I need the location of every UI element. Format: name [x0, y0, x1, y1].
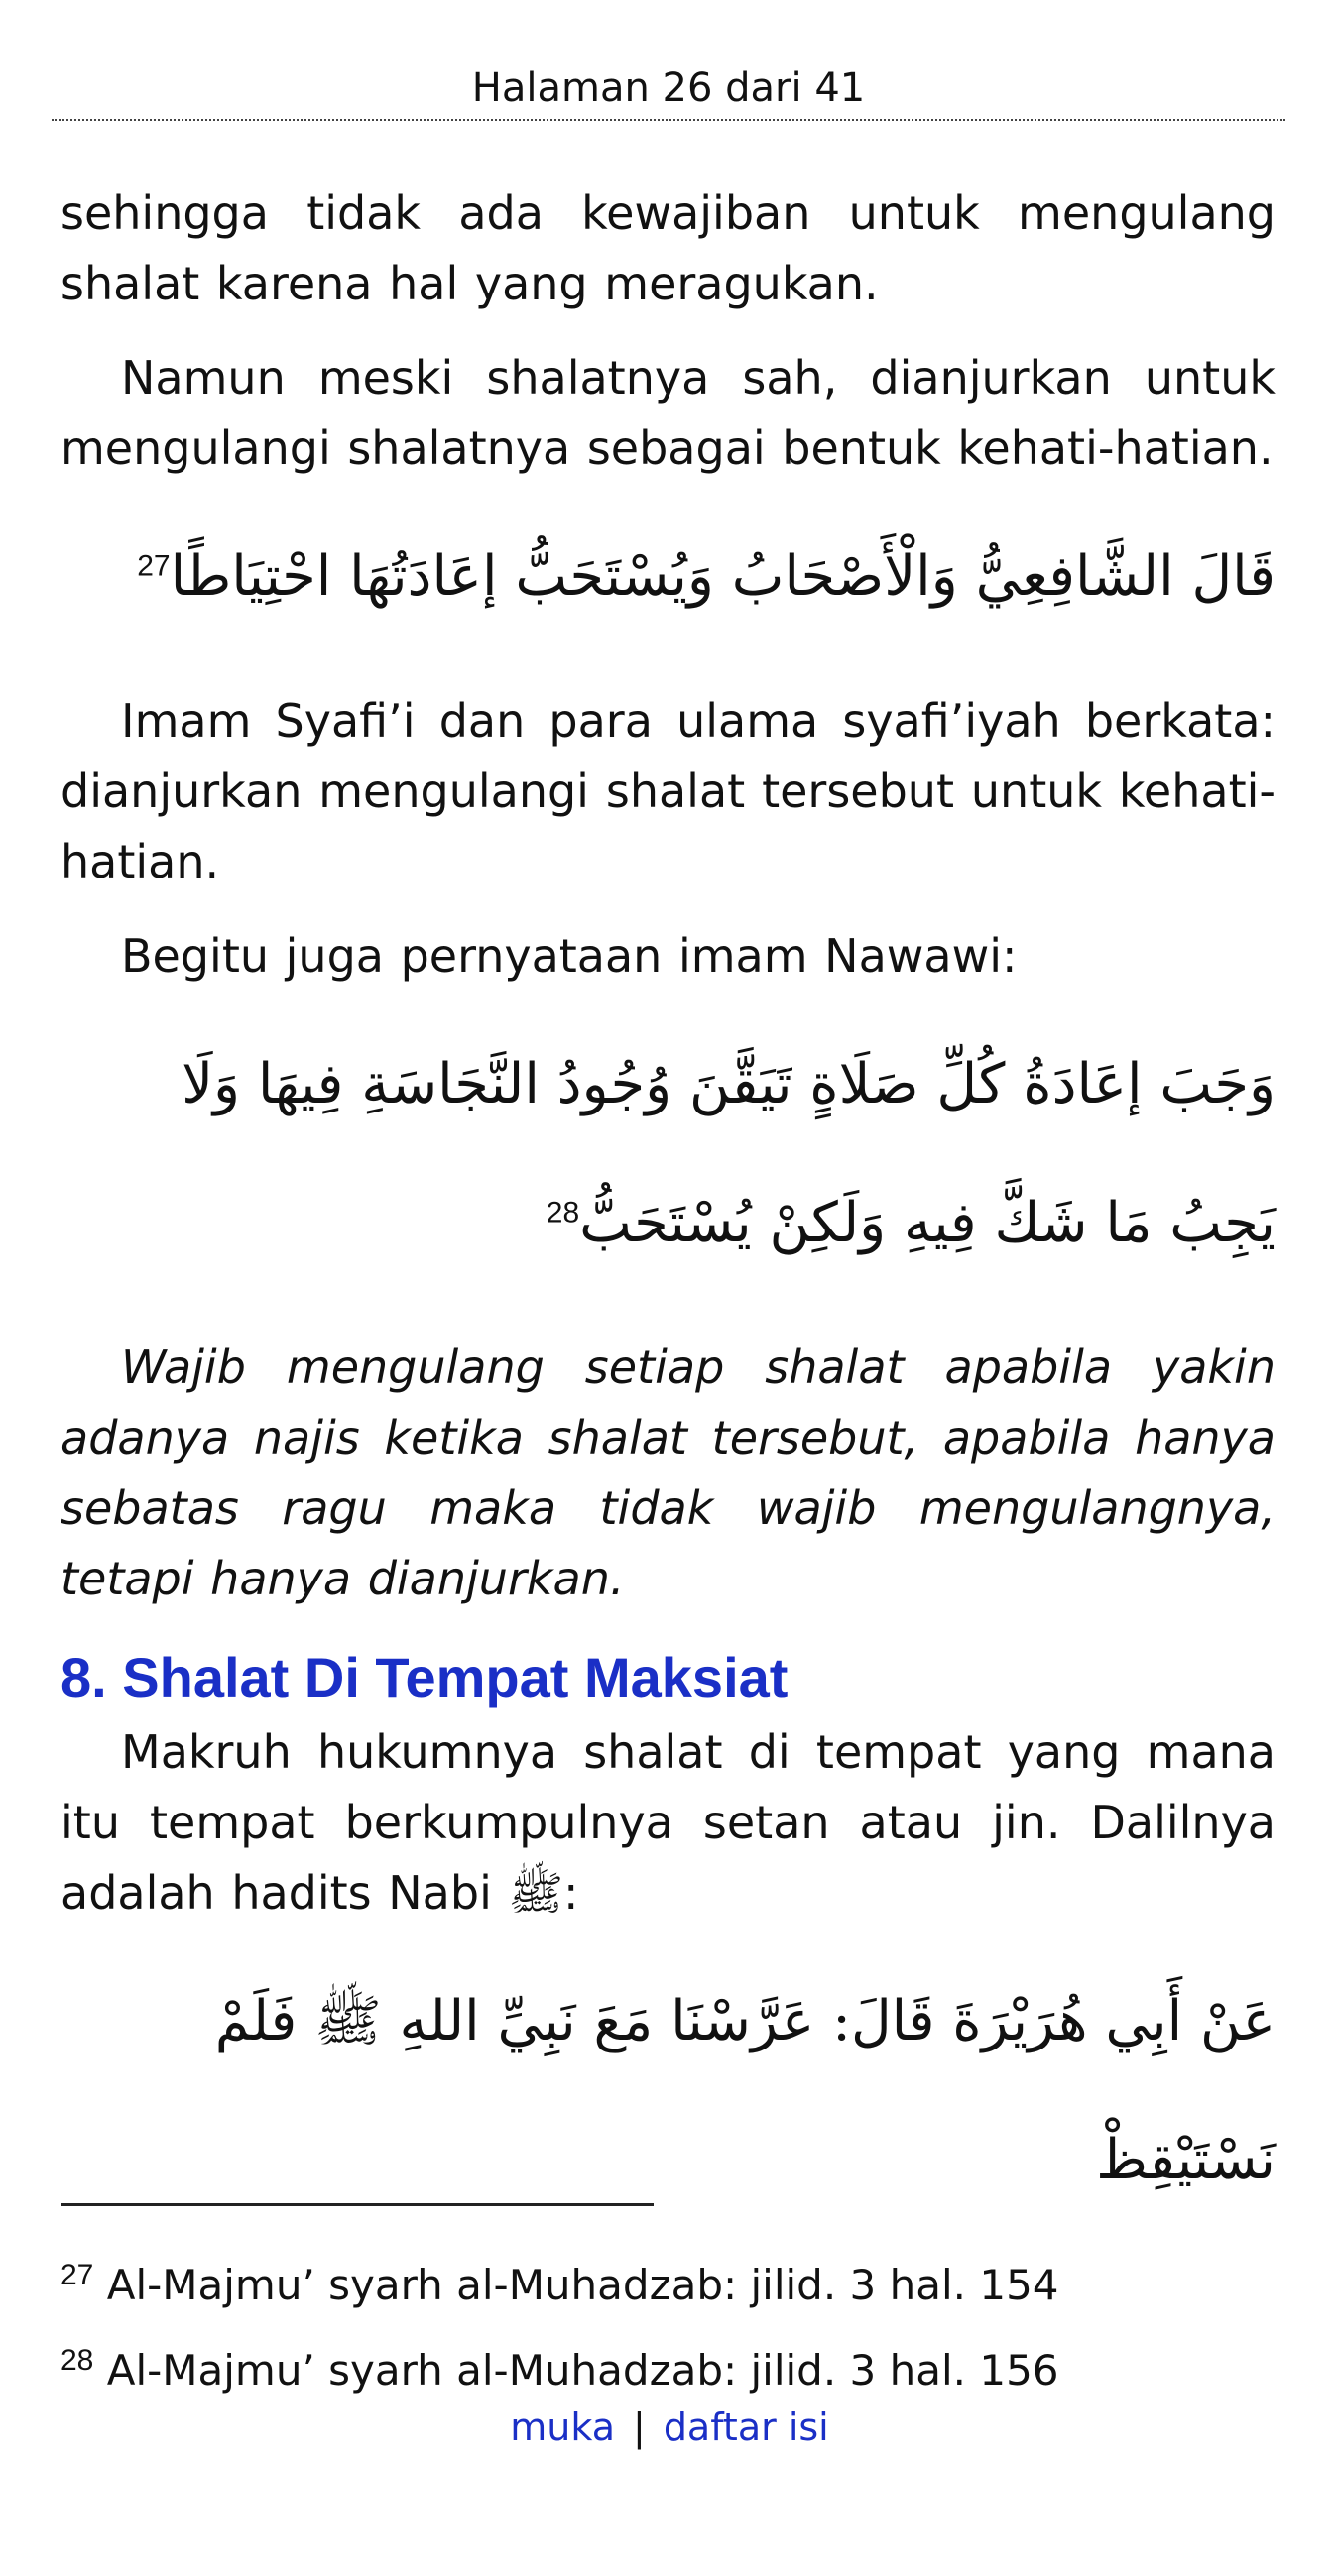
page-content [61, 178, 1276, 2230]
footnote-number: 27 [61, 2259, 94, 2291]
footnote-divider [61, 2203, 654, 2206]
paragraph-continuation: sehingga tidak ada kewajiban untuk mengulang shalat karena hal yang meragukan. [61, 186, 1276, 310]
footnote-text: Al-Majmu’ syarh al-Muhadzab: jilid. 3 hal. 154 [93, 2261, 1059, 2309]
paragraph-nawawi-intro: Begitu juga pernyataan imam Nawawi: [121, 929, 1018, 983]
page-header [52, 58, 1285, 121]
arabic-quote-text: قَالَ الشَّافِعِيُّ وَالْأَصْحَابُ وَيُسْتَحَبُّ إعَادَتُهَا احْتِيَاطًا [170, 544, 1276, 609]
table-of-contents-link[interactable]: daftar isi [663, 2405, 829, 2449]
arabic-hadith: عَنْ أَبِي هُرَيْرَةَ قَالَ: عَرَّسْنَا مَعَ نَبِيِّ اللهِ ﷺ فَلَمْ نَسْتَيْقِظْ [214, 1989, 1276, 2192]
paragraph-recommendation: Namun meski shalatnya sah, dianjurkan untuk mengulangi shalatnya sebagai bentuk kehati-hatian. [61, 351, 1276, 475]
footnote-number: 28 [61, 2344, 94, 2377]
section-heading: 8. Shalat Di Tempat Maksiat [61, 1646, 789, 1708]
page-number-label: Halaman 26 dari 41 [471, 65, 866, 111]
front-page-link[interactable]: muka [510, 2405, 615, 2449]
footnote-ref-28[interactable]: 28 [546, 1196, 580, 1229]
footnote-27 [61, 2243, 1276, 2328]
paragraph-makruh: Makruh hukumnya shalat di tempat yang mana itu tempat berkumpulnya setan atau jin. Dalilnya adalah hadits Nabi ﷺ: [61, 1725, 1276, 1920]
nav-separator: | [633, 2405, 646, 2449]
footnote-text: Al-Majmu’ syarh al-Muhadzab: jilid. 3 hal. 156 [93, 2346, 1059, 2395]
footnotes [61, 2243, 1276, 2413]
arabic-quote-text: وَجَبَ إعَادَةُ كُلِّ صَلَاةٍ تَيَقَّنَ وُجُودُ النَّجَاسَةِ فِيهَا وَلَا يَجِبُ مَا شَكَّ فِيهِ وَلَكِنْ يُسْتَحَبُّ [182, 1052, 1276, 1255]
arabic-quote-nawawi [61, 1015, 1276, 1293]
page-navigation [0, 2400, 1339, 2455]
paragraph-syafii-translation: Imam Syafi’i dan para ulama syafi’iyah berkata: dianjurkan mengulangi shalat tersebut untuk kehati-hatian. [61, 694, 1276, 888]
paragraph-nawawi-translation: Wajib mengulang setiap shalat apabila yakin adanya najis ketika shalat tersebut, apabila hanya sebatas ragu maka tidak wajib mengulangnya, tetapi hanya dianjurkan. [61, 1341, 1276, 1605]
arabic-quote-syafii [61, 508, 1276, 646]
footnote-ref-27[interactable]: 27 [137, 549, 171, 583]
